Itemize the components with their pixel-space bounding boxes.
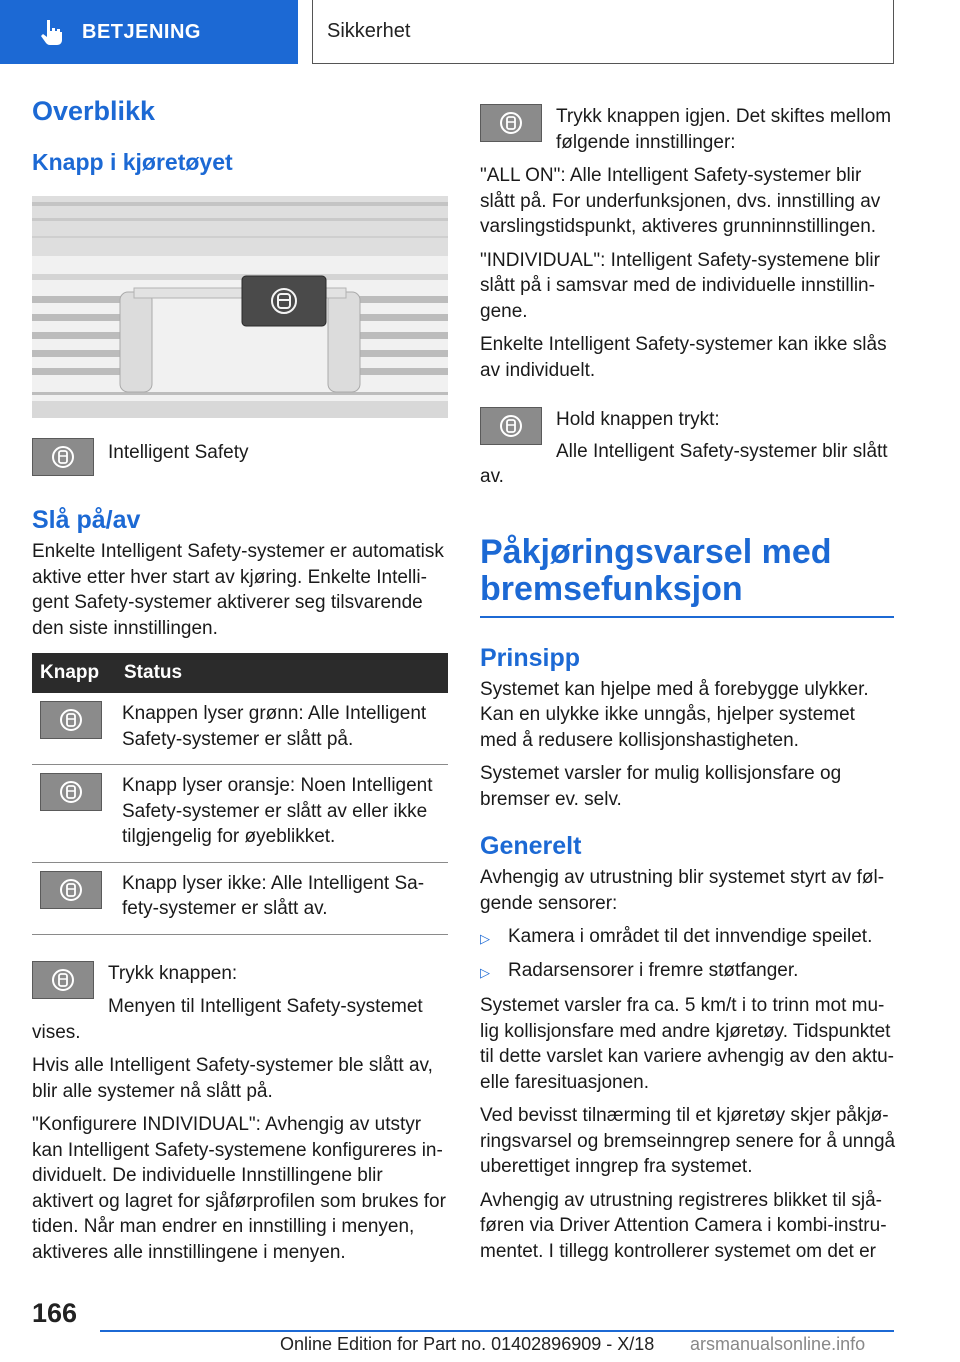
paragraph-attention: Avhengig av utrustning registreres blikket til sjå-føren via Driver Attention Camera i kombi-instru-mentet. I tillegg kontrollerer systemet om det er (480, 1189, 887, 1262)
vehicle-button-illustration (32, 196, 448, 418)
heading-overview: Overblikk (32, 96, 156, 126)
intelligent-safety-icon (32, 961, 94, 999)
intelligent-safety-icon (480, 104, 542, 142)
status-text: Knapp lyser ikke: Alle Intelligent Sa-fety-systemer er slått av. (116, 862, 448, 934)
press-button-instruction (32, 961, 448, 1046)
status-table (32, 653, 448, 935)
heading-collision-warning: Påkjøringsvarsel med bremsefunksjon (480, 532, 832, 608)
intelligent-safety-icon (40, 701, 102, 739)
chapter-tab[interactable] (0, 0, 298, 64)
icon-caption: Intelligent Safety (108, 442, 249, 463)
status-text: Knapp lyser oransje: Noen Intelligent Safety-systemer er slått av eller ikke tilgjengelig for øyeblikket. (116, 765, 448, 863)
press-again-instruction (480, 104, 896, 155)
bullet-text: Kamera i området til det innvendige speilet. (508, 926, 873, 947)
heading-general: Generelt (480, 832, 582, 860)
paragraph-individual: "INDIVIDUAL": Intelligent Safety-systemene blir slått på i samsvar med de individuelle innstillin-gene. (480, 249, 880, 322)
footer-divider (100, 1330, 894, 1332)
table-row (32, 765, 448, 863)
watermark: arsmanualsonline.info (690, 1334, 866, 1354)
paragraph-all-off: Hvis alle Intelligent Safety-systemer ble slått av, blir alle systemer nå slått på. (32, 1055, 433, 1102)
heading-underline (480, 616, 894, 618)
paragraph-all-on: "ALL ON": Alle Intelligent Safety-systemer blir slått på. For underfunksjonen, dvs. innstilling av varslingstidspunkt, aktiveres grunninnstillingen. (480, 165, 881, 237)
paragraph-on-off: Enkelte Intelligent Safety-systemer er automatisk aktive etter hver start av kjøring. Enkelte Intelli-gent Safety-systemer aktiverer seg tilsvarende den siste innstillingen. (32, 541, 444, 639)
intelligent-safety-icon (40, 871, 102, 909)
column-header-button: Knapp (32, 653, 116, 693)
edition-text: Online Edition for Part no. 01402896909 - X/18 (280, 1334, 655, 1354)
list-item (480, 924, 896, 952)
table-row (32, 693, 448, 765)
section-label: Sikkerhet (327, 20, 411, 42)
intelligent-safety-icon (480, 407, 542, 445)
paragraph-principle-2: Systemet varsler for mulig kollisjonsfare og bremser ev. selv. (480, 763, 842, 810)
triangle-bullet-icon: ▷ (480, 964, 490, 980)
hold-title: Hold knappen trykt: (556, 409, 720, 430)
heading-button-in-vehicle: Knapp i kjøretøyet (32, 149, 233, 175)
hold-text: Alle Intelligent Safety-systemer blir slått av. (480, 440, 888, 487)
section-header (312, 0, 894, 64)
table-row (32, 862, 448, 934)
right-column (480, 104, 896, 1264)
press-again-text: Trykk knappen igjen. Det skiftes mellom følgende innstillinger: (556, 106, 892, 153)
intelligent-safety-icon (40, 773, 102, 811)
paragraph-principle-1: Systemet kan hjelpe med å forebygge ulykker. Kan en ulykke ikke unngås, hjelper systemet med å redusere kollisjonshastigheten. (480, 678, 869, 751)
triangle-bullet-icon: ▷ (480, 931, 490, 946)
table-header-row (32, 653, 448, 693)
press-text: Menyen til Intelligent Safety-systemet vises. (32, 996, 423, 1043)
left-column (32, 96, 448, 1265)
paragraph-some-cannot: Enkelte Intelligent Safety-systemer kan ikke slås av individuelt. (480, 334, 887, 381)
paragraph-configure: "Konfigurere INDIVIDUAL": Avhengig av utstyr kan Intelligent Safety-systemene konfigureres in-dividuelt. De individuelle Innstillingene blir aktivert og lagret for sjåførprofilen som brukes for tiden. Når man endrer en innstilling i menyen, aktiveres alle innstillingene i menyen. (32, 1114, 446, 1263)
paragraph-warning: Systemet varsler fra ca. 5 km/t i to trinn mot mu-lig kollisjonsfare med andre kjøretøy. Tidspunktet til dette varslet kan variere avhengig av den aktu-elle faresituasjonen. (480, 995, 895, 1093)
hand-pointer-icon (38, 17, 68, 47)
status-text: Knappen lyser grønn: Alle Intelligent Safety-systemer er slått på. (116, 693, 448, 765)
column-header-status: Status (116, 653, 448, 693)
page-number: 166 (32, 1298, 78, 1328)
bullet-text: Radarsensorer i fremre støtfanger. (508, 959, 799, 981)
paragraph-general: Avhengig av utrustning blir systemet styrt av føl-gende sensorer: (480, 867, 885, 914)
heading-on-off: Slå på/av (32, 506, 141, 534)
intelligent-safety-button-caption (32, 438, 448, 476)
chapter-label: BETJENING (82, 20, 201, 43)
paragraph-approach: Ved bevisst tilnærming til et kjøretøy skjer påkjø-ringsvarsel og bremseinngrep senere for å unngå uberettiget inngrep fra systemet. (480, 1105, 896, 1177)
intelligent-safety-icon (32, 438, 94, 476)
heading-principle: Prinsipp (480, 643, 581, 672)
press-title: Trykk knappen: (108, 962, 238, 984)
hold-button-instruction (480, 407, 896, 490)
list-item (480, 958, 896, 986)
